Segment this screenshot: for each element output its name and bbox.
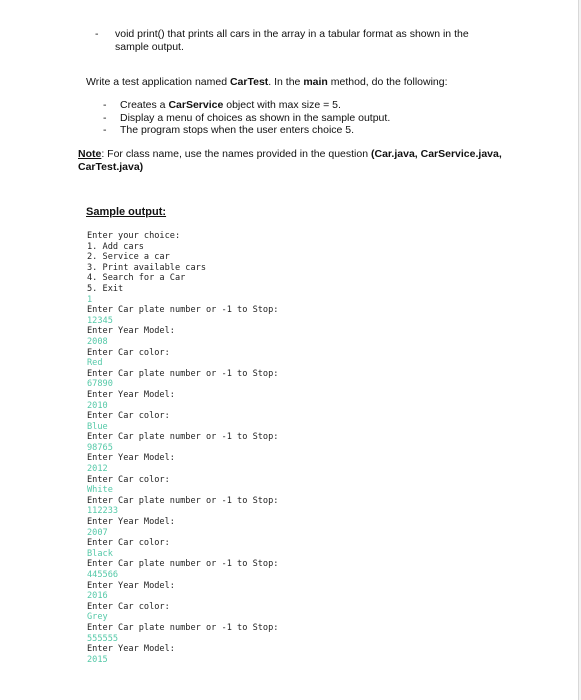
console-output-line: Enter Year Model:: [87, 326, 175, 337]
step-bold: CarService: [168, 99, 224, 111]
list-item: [103, 99, 543, 112]
console-output-line: Enter Car color:: [87, 411, 170, 422]
console-output-line: Enter Year Model:: [87, 644, 175, 655]
console-input-line: White: [87, 485, 113, 496]
console-output-line: Enter Car plate number or -1 to Stop:: [87, 432, 279, 443]
console-output-line: Enter Car color:: [87, 347, 170, 358]
console-input-line: 112233: [87, 506, 119, 517]
console-input-line: Red: [87, 358, 103, 369]
console-input-line: 98765: [87, 442, 113, 453]
intro-middle: . In the: [268, 76, 304, 88]
intro-class-name: CarTest: [229, 76, 269, 88]
step-text: Display a menu of choices as shown in the sample output.: [120, 111, 391, 124]
console-output-line: Enter Car color:: [87, 474, 170, 485]
console-input-line: Black: [87, 548, 113, 559]
console-input-line: 2016: [87, 591, 108, 602]
class-name-note: [78, 148, 548, 173]
console-output-line: Enter your choice:: [87, 231, 181, 241]
console-output-line: Enter Car plate number or -1 to Stop:: [87, 622, 279, 633]
console-output-line: Enter Year Model:: [87, 580, 175, 591]
console-input-line: 12345: [87, 315, 113, 326]
intro-method: main: [303, 76, 328, 88]
console-output-line: Enter Car color:: [87, 601, 170, 612]
console-output-line: Enter Year Model:: [87, 517, 175, 528]
list-item: [103, 112, 543, 125]
main-method-steps: [103, 99, 543, 137]
intro-prefix: Write a test application named: [86, 76, 230, 88]
print-method-bullet: [95, 28, 495, 54]
console-output-line: Enter Car plate number or -1 to Stop:: [87, 495, 279, 506]
console-input-line: 445566: [87, 570, 119, 580]
console-output-line: 1. Add cars: [87, 241, 144, 252]
note-text: : For class name, use the names provided in the question: [101, 148, 371, 160]
console-output-line: Enter Year Model:: [87, 389, 175, 400]
intro-suffix: method, do the following:: [327, 76, 448, 88]
console-output-line: 3. Print available cars: [87, 262, 206, 273]
console-output-line: Enter Car plate number or -1 to Stop:: [87, 368, 279, 379]
step-text: Creates a: [120, 99, 169, 111]
console-input-line: 1: [87, 294, 93, 305]
console-input-line: 2010: [87, 400, 108, 411]
note-label: Note: [78, 148, 102, 160]
bullet-text: void print() that prints all cars in the array in a tabular format as shown in the sample output.: [115, 28, 469, 53]
list-item: [103, 124, 543, 137]
step-text: The program stops when the user enters choice 5.: [120, 124, 355, 136]
console-output-line: Enter Car plate number or -1 to Stop:: [87, 559, 279, 570]
console-output-line: 5. Exit: [87, 283, 124, 294]
bullet-dash: -: [103, 111, 107, 124]
console-input-line: 2008: [87, 336, 108, 347]
console-output-line: Enter Car color:: [87, 538, 170, 549]
console-input-line: 2012: [87, 464, 108, 475]
console-input-line: 67890: [87, 379, 113, 390]
console-input-line: 2015: [87, 654, 108, 665]
sample-output-heading: Sample output:: [86, 206, 167, 218]
console-input-line: Blue: [87, 421, 108, 432]
console-output-line: 2. Service a car: [87, 252, 170, 263]
console-output-line: Enter Year Model:: [87, 453, 175, 464]
bullet-dash: -: [103, 99, 107, 111]
sample-output-console: [87, 231, 507, 665]
bullet-dash: -: [95, 28, 99, 40]
note-files: (Car.java, CarService.java, CarTest.java): [78, 148, 502, 173]
console-output-line: Enter Car plate number or -1 to Stop:: [87, 305, 279, 316]
test-application-instruction: [86, 76, 546, 89]
console-output-line: 4. Search for a Car: [87, 273, 186, 284]
step-suffix: object with max size = 5.: [223, 99, 341, 111]
bullet-dash: -: [103, 124, 107, 136]
console-input-line: 555555: [87, 633, 119, 644]
console-input-line: Grey: [87, 612, 108, 623]
console-input-line: 2007: [87, 527, 108, 538]
